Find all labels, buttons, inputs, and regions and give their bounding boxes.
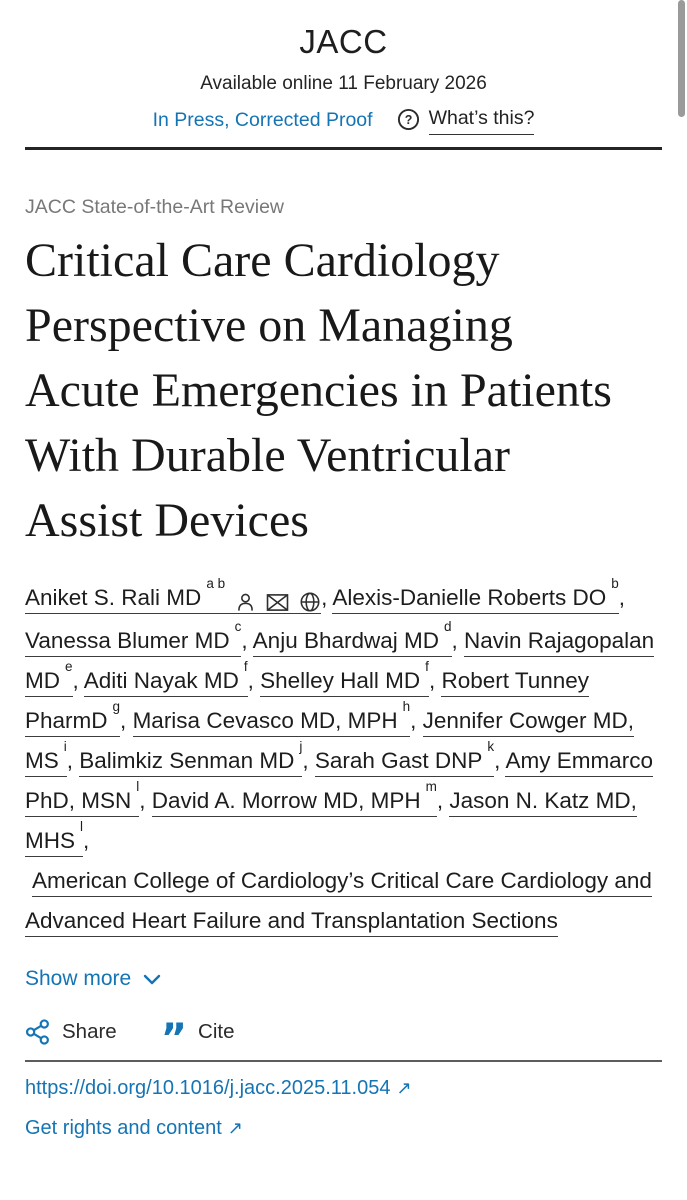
globe-icon[interactable] xyxy=(299,581,321,621)
share-cite-row xyxy=(25,1016,662,1062)
scrollbar[interactable] xyxy=(678,0,685,117)
masthead xyxy=(25,0,662,135)
author-separator: , xyxy=(428,668,442,693)
author-separator: , xyxy=(120,708,133,733)
affiliation-superscript: d xyxy=(444,618,452,634)
author-name: Balimkiz Senman MD xyxy=(79,748,295,773)
affiliation-superscript: b xyxy=(611,575,619,591)
author-link[interactable] xyxy=(314,738,495,777)
author-link[interactable] xyxy=(252,618,452,657)
affiliation-superscript: a b xyxy=(206,575,226,591)
author-separator: , xyxy=(66,748,80,773)
author-name: Alexis-Danielle Roberts DO xyxy=(332,585,607,610)
author-name: Aniket S. Rali MD xyxy=(25,585,202,610)
share-label: Share xyxy=(62,1020,117,1043)
arrow-up-right-icon: ↗ xyxy=(227,1118,243,1138)
author-separator: , xyxy=(436,788,450,813)
doi-link[interactable] xyxy=(25,1075,662,1101)
whats-this-group xyxy=(397,104,535,135)
affiliation-superscript: f xyxy=(425,658,429,674)
affiliation-superscript: c xyxy=(234,618,242,634)
article-header xyxy=(25,195,662,1062)
author-link[interactable] xyxy=(260,658,429,697)
affiliation-superscript: e xyxy=(65,658,73,674)
affiliation-superscript: h xyxy=(402,698,411,714)
share-nodes-icon xyxy=(25,1019,51,1045)
arrow-up-right-icon: ↗ xyxy=(396,1078,412,1098)
author-separator: , xyxy=(494,748,506,773)
author-separator: , xyxy=(139,788,152,813)
header-divider xyxy=(25,147,662,150)
author-separator: , xyxy=(241,628,253,653)
author-separator: , xyxy=(72,668,84,693)
author-name: Jennifer Cowger MD, MS xyxy=(25,708,634,773)
author-name: Shelley Hall MD xyxy=(260,668,421,693)
available-online-date: Available online 11 February 2026 xyxy=(200,73,487,94)
share-button[interactable] xyxy=(25,1019,117,1045)
author-link[interactable] xyxy=(332,575,619,614)
doi-text: https://doi.org/10.1016/j.jacc.2025.11.054 xyxy=(25,1077,391,1099)
article-links xyxy=(25,1075,662,1141)
author-name: David A. Morrow MD, MPH xyxy=(151,788,421,813)
group-author-link[interactable]: American College of Cardiology’s Critical Care Cardiology and Advanced Heart Failure and Transplantation Sections xyxy=(25,868,652,937)
affiliation-superscript: g xyxy=(112,698,121,714)
author-separator: , xyxy=(321,585,333,610)
double-quote-icon: ” xyxy=(160,1016,188,1062)
affiliation-superscript: i xyxy=(63,738,67,754)
author-link[interactable] xyxy=(25,575,321,614)
author-separator: , xyxy=(410,708,423,733)
affiliation-superscript: l xyxy=(80,818,83,834)
affiliation-superscript: m xyxy=(425,778,437,794)
author-name: Vanessa Blumer MD xyxy=(25,628,230,653)
author-link[interactable] xyxy=(83,658,248,697)
rights-text: Get rights and content xyxy=(25,1117,222,1139)
author-name: Anju Bhardwaj MD xyxy=(252,628,439,653)
show-more-button[interactable] xyxy=(25,967,161,991)
author-list xyxy=(25,575,662,941)
question-circle-icon[interactable] xyxy=(397,108,420,131)
affiliation-superscript: j xyxy=(299,738,303,754)
article-title: Critical Care Cardiology Perspective on Managing Acute Emergencies in Patients With Durable Ventricular Assist Devices xyxy=(25,234,612,547)
affiliation-superscript: l xyxy=(136,778,140,794)
author-name: Sarah Gast DNP xyxy=(314,748,483,773)
affiliation-superscript: f xyxy=(243,658,248,674)
chevron-down-icon xyxy=(143,974,161,985)
author-separator: , xyxy=(451,628,465,653)
author-name: Jason N. Katz MD, MHS xyxy=(25,788,637,853)
author-separator: , xyxy=(302,748,315,773)
cite-label: Cite xyxy=(198,1020,235,1043)
author-separator: , xyxy=(247,668,261,693)
author-link[interactable] xyxy=(25,618,242,657)
status-row xyxy=(25,104,662,135)
cite-button[interactable] xyxy=(160,1016,235,1062)
svg-text:?: ? xyxy=(404,112,412,127)
author-link[interactable] xyxy=(79,738,303,777)
author-name: Amy Emmarco PhD, MSN xyxy=(25,748,653,813)
person-icon[interactable] xyxy=(235,581,256,621)
footer-divider xyxy=(25,1060,662,1062)
author-separator: , xyxy=(83,828,90,853)
author-link[interactable] xyxy=(132,698,411,737)
article-type-label: JACC State-of-the-Art Review xyxy=(25,196,284,218)
show-more-label: Show more xyxy=(25,967,132,990)
affiliation-superscript: k xyxy=(487,738,495,754)
author-name: Navin Rajagopalan MD xyxy=(25,628,655,693)
author-name: Marisa Cevasco MD, MPH xyxy=(132,708,398,733)
whats-this-link[interactable]: What’s this? xyxy=(429,104,535,135)
envelope-icon[interactable] xyxy=(266,581,289,621)
author-separator: , xyxy=(618,585,625,610)
in-press-status-link[interactable]: In Press, Corrected Proof xyxy=(152,108,373,131)
author-name: Aditi Nayak MD xyxy=(83,668,239,693)
journal-title[interactable]: JACC xyxy=(299,23,388,60)
author-name: Robert Tunney PharmD xyxy=(25,668,590,733)
author-link[interactable] xyxy=(151,778,437,817)
rights-link[interactable] xyxy=(25,1115,662,1141)
